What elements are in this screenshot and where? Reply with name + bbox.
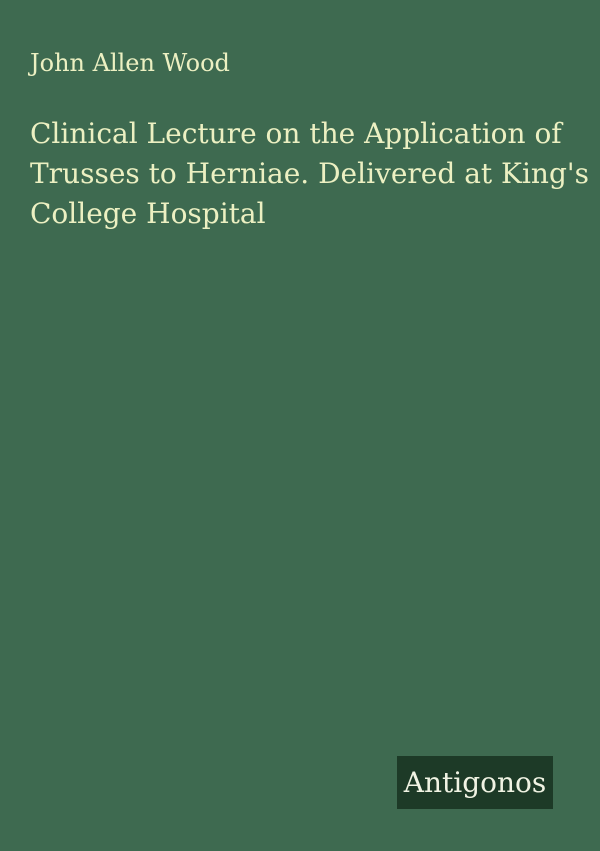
publisher-name: Antigonos — [403, 766, 547, 799]
title-line-3: College Hospital — [30, 197, 266, 230]
title-line-1: Clinical Lecture on the Application of — [30, 117, 562, 150]
book-title — [30, 114, 589, 234]
author-name: John Allen Wood — [30, 49, 230, 77]
publisher-logo-box — [397, 756, 553, 809]
title-line-2: Trusses to Herniae. Delivered at King's — [30, 157, 589, 190]
